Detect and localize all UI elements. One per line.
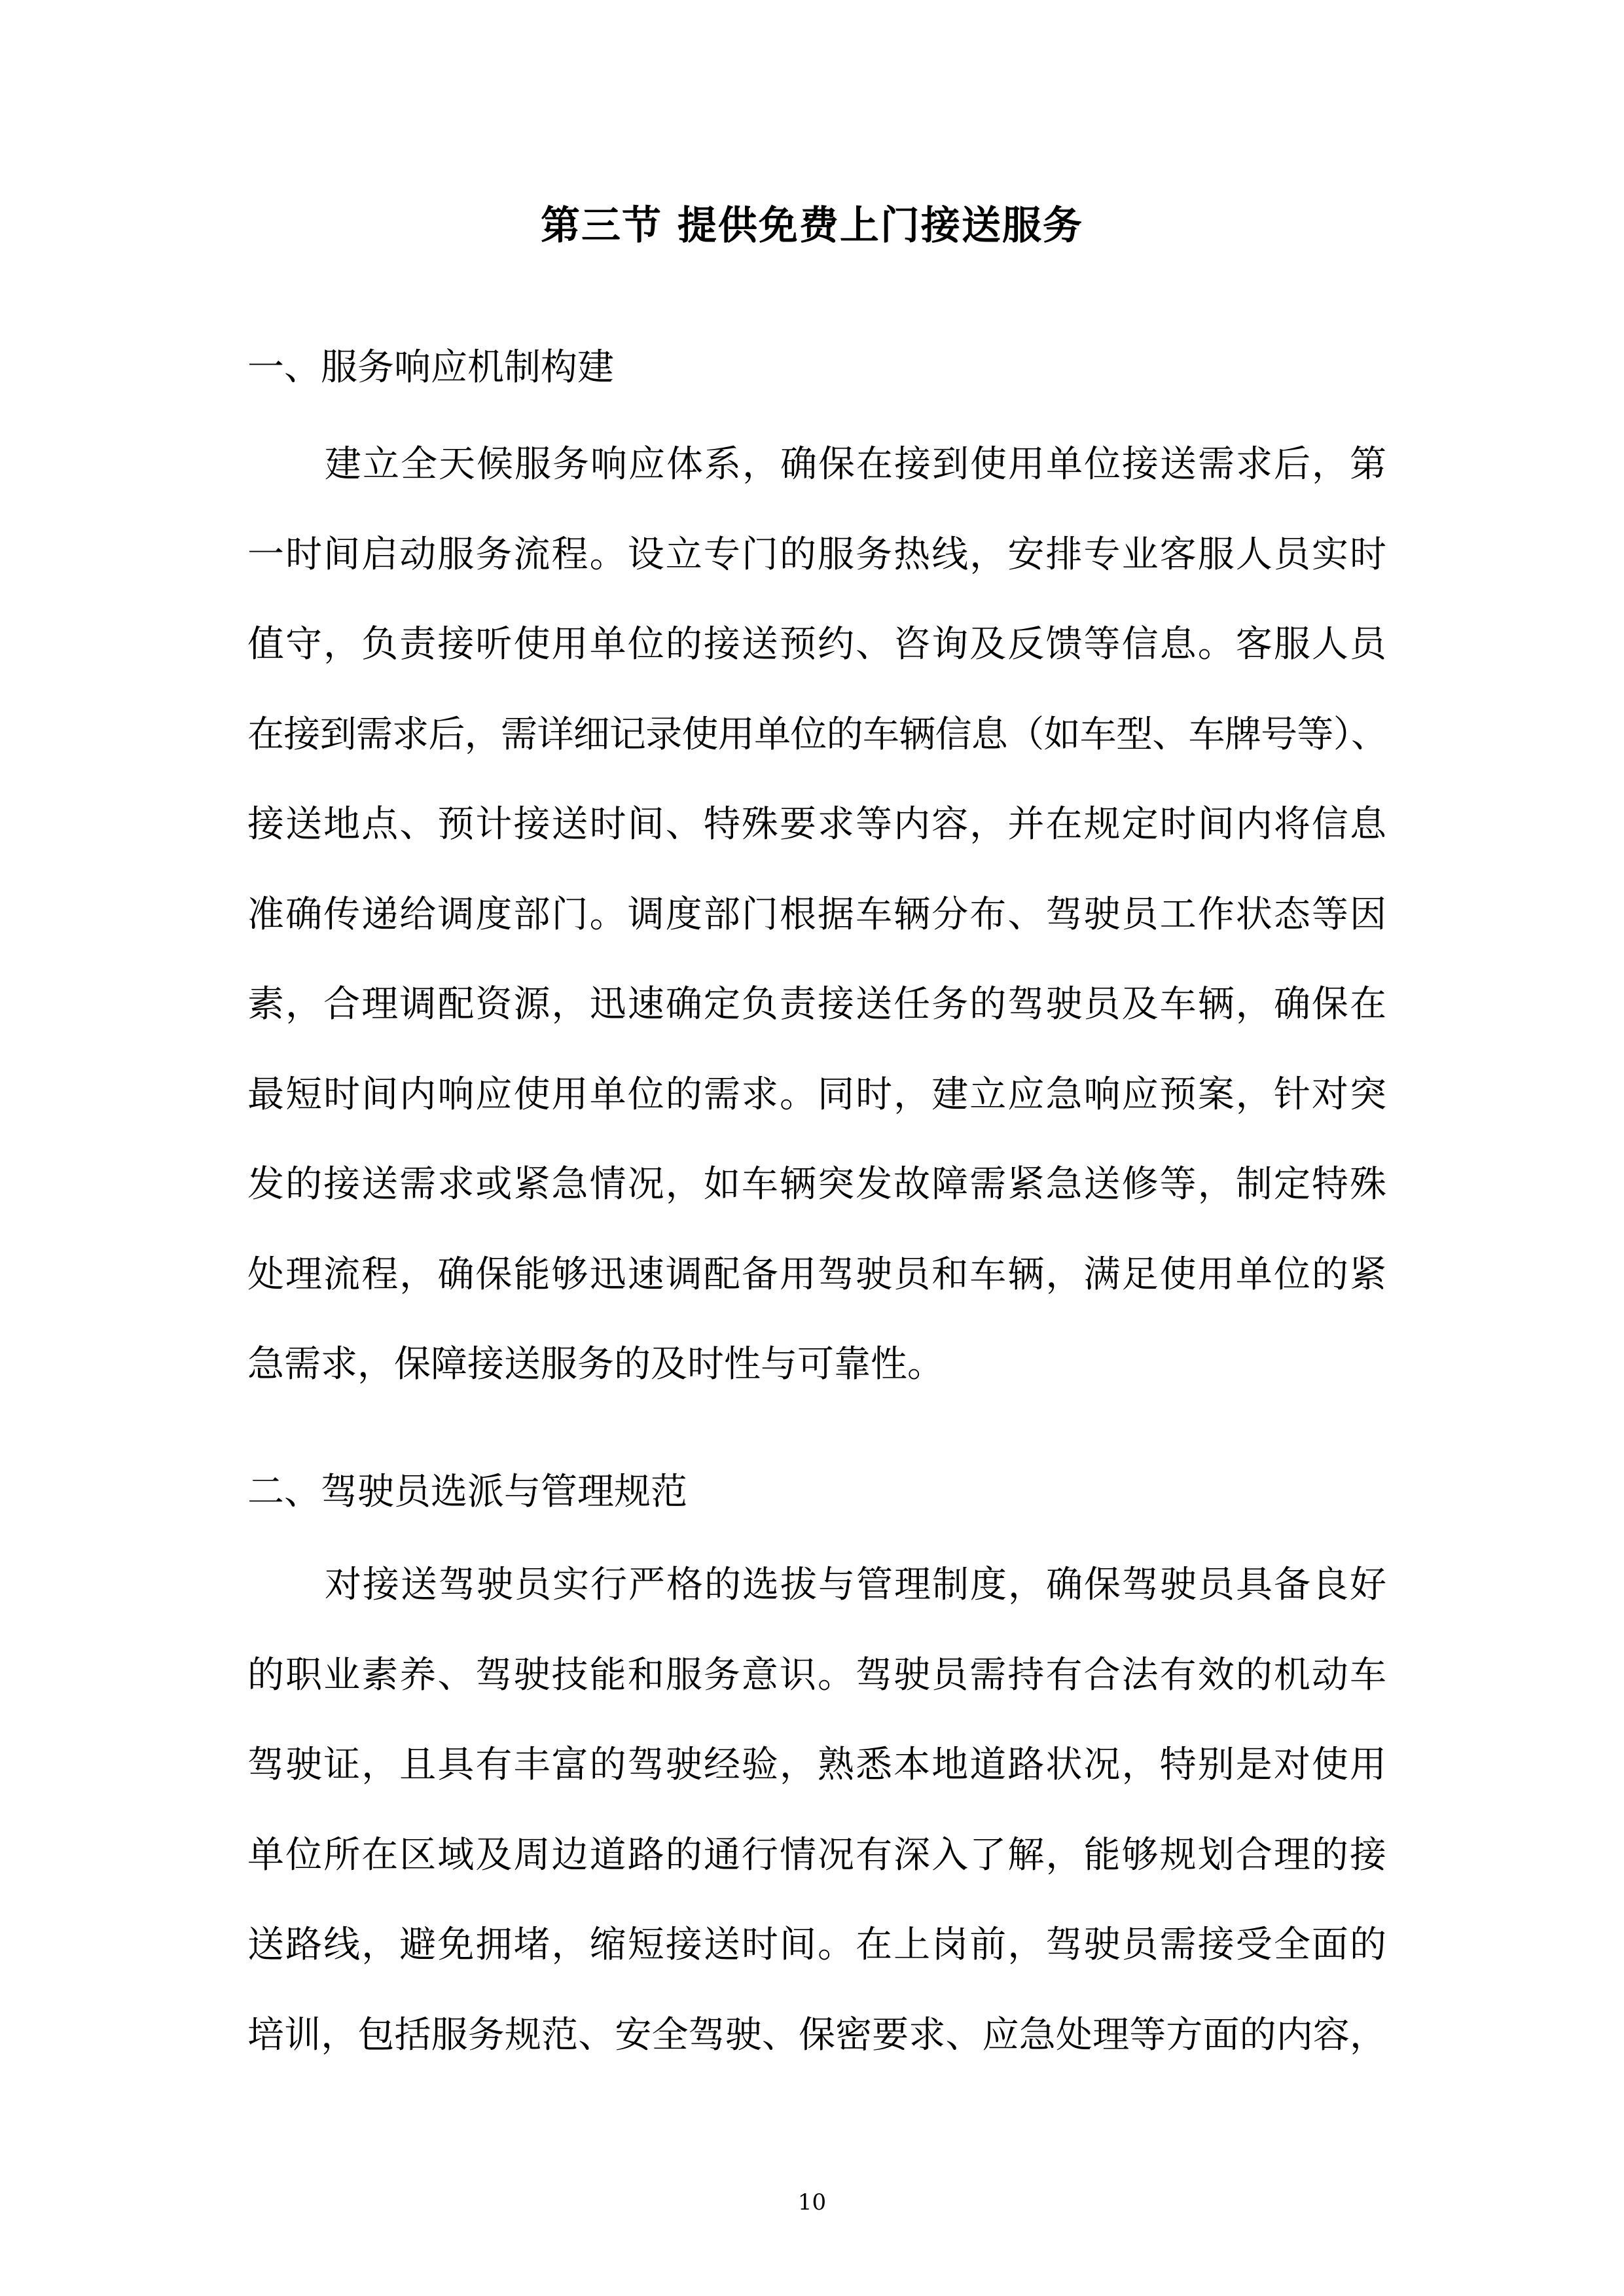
paragraph-line: 驾驶证，且具有丰富的驾驶经验，熟悉本地道路状况，特别是对使用 xyxy=(247,1744,1386,1786)
page-number: 10 xyxy=(797,2189,827,2215)
paragraph-line: 一时间启动服务流程。设立专门的服务热线，安排专业客服人员实时 xyxy=(247,533,1386,576)
paragraph-line: 发的接送需求或紧急情况，如车辆突发故障需紧急送修等，制定特殊 xyxy=(247,1163,1386,1206)
paragraph-line: 在接到需求后，需详细记录使用单位的车辆信息（如车型、车牌号等）、 xyxy=(247,713,1386,756)
paragraph-line: 送路线，避免拥堵，缩短接送时间。在上岗前，驾驶员需接受全面的 xyxy=(247,1924,1386,1966)
section-title: 第三节 提供免费上门接送服务 xyxy=(541,203,1083,249)
paragraph-line: 处理流程，确保能够迅速调配备用驾驶员和车辆，满足使用单位的紧 xyxy=(247,1253,1386,1296)
section-heading-2: 二、驾驶员选派与管理规范 xyxy=(247,1471,687,1513)
paragraph-line: 急需求，保障接送服务的及时性与可靠性。 xyxy=(247,1343,944,1386)
paragraph-line: 准确传递给调度部门。调度部门根据车辆分布、驾驶员工作状态等因 xyxy=(247,893,1386,936)
paragraph-line: 对接送驾驶员实行严格的选拔与管理制度，确保驾驶员具备良好 xyxy=(325,1564,1386,1606)
paragraph-line: 单位所在区域及周边道路的通行情况有深入了解，能够规划合理的接 xyxy=(247,1833,1386,1876)
paragraph-line: 建立全天候服务响应体系，确保在接到使用单位接送需求后，第 xyxy=(325,443,1386,486)
paragraph-line: 最短时间内响应使用单位的需求。同时，建立应急响应预案，针对突 xyxy=(247,1073,1386,1116)
paragraph-line: 接送地点、预计接送时间、特殊要求等内容，并在规定时间内将信息 xyxy=(247,803,1386,846)
paragraph-line: 值守，负责接听使用单位的接送预约、咨询及反馈等信息。客服人员 xyxy=(247,623,1386,666)
paragraph-1 xyxy=(247,432,1386,1422)
paragraph-line: 培训，包括服务规范、安全驾驶、保密要求、应急处理等方面的内容， xyxy=(247,2013,1386,2056)
section-heading-1: 一、服务响应机制构建 xyxy=(247,346,614,389)
paragraph-line: 素，合理调配资源，迅速确定负责接送任务的驾驶员及车辆，确保在 xyxy=(247,983,1386,1026)
paragraph-2 xyxy=(247,1552,1386,2092)
paragraph-line: 的职业素养、驾驶技能和服务意识。驾驶员需持有合法有效的机动车 xyxy=(247,1653,1386,1696)
